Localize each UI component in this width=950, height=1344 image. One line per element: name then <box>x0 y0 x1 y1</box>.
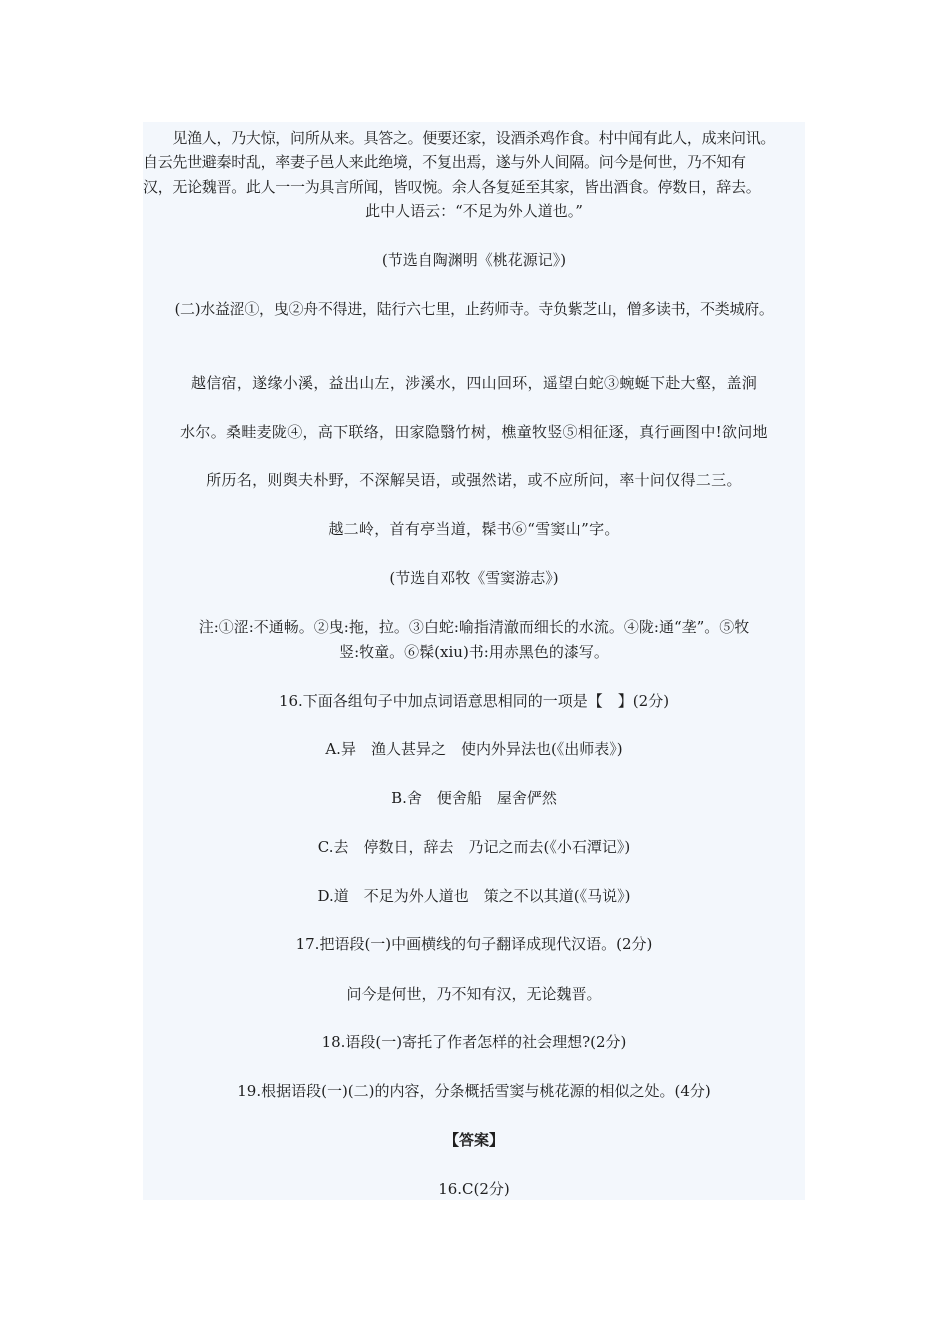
question-18: 18.语段(一)寄托了作者怎样的社会理想?(2分) <box>321 1033 627 1051</box>
answers-heading: 【答案】 <box>443 1131 504 1149</box>
question-16: 16.下面各组句子中加点词语意思相同的一项是【 】(2分) <box>278 692 670 710</box>
passage2-line-3: 水尔。桑畦麦陇④，高下联络，田家隐翳竹树，樵童牧竖⑤相征逐，真行画图中!欲问地 <box>180 423 768 441</box>
question-16-option-a: A.异 渔人甚异之 使内外异法也(《出师表》) <box>325 740 623 758</box>
passage2-source: (节选自邓牧《雪窦游志》) <box>389 569 559 587</box>
passage1-line-1: 见渔人，乃大惊，问所从来。具答之。便要还家，设酒杀鸡作食。村中闻有此人，成来问讯。 <box>143 129 776 147</box>
question-17: 17.把语段(一)中画横线的句子翻译成现代汉语。(2分) <box>295 935 653 953</box>
passage2-line-5: 越二岭，首有亭当道，髹书⑥“雪窦山”字。 <box>328 520 620 538</box>
answer-16: 16.C(2分) <box>438 1180 510 1198</box>
passage1-line-4: 此中人语云：“不足为外人道也。” <box>365 202 583 220</box>
passage2-line-1: (二)水益涩①，曳②舟不得进，陆行六七里，止药师寺。寺负紫芝山，僧多读书，不类城府。 <box>174 300 774 318</box>
passage1-line-3: 汉，无论魏晋。此人一一为具言所闻，皆叹惋。余人各复延至其家，皆出酒食。停数日，辞去。 <box>143 178 761 196</box>
passage2-line-2: 越信宿，遂缘小溪，益出山左，涉溪水，四山回环，遥望白蛇③蜿蜒下赴大壑，盖涧 <box>190 374 758 392</box>
notes-line-1: 注:①涩:不通畅。②曳:拖，拉。③白蛇:喻指清澈而细长的水流。④陇:通“垄”。⑤牧 <box>198 618 750 636</box>
question-19: 19.根据语段(一)(二)的内容，分条概括雪窦与桃花源的相似之处。(4分) <box>237 1082 711 1100</box>
question-16-option-c: C.去 停数日，辞去 乃记之而去(《小石潭记》) <box>317 838 631 856</box>
passage1-line-2: 自云先世避秦时乱，率妻子邑人来此绝境，不复出焉，遂与外人间隔。问今是何世，乃不知有 <box>143 153 746 171</box>
passage2-line-4: 所历名，则舆夫朴野，不深解吴语，或强然诺，或不应所问，率十问仅得二三。 <box>206 471 742 489</box>
notes-line-2: 竖:牧童。⑥髹(xiu)书:用赤黑色的漆写。 <box>339 643 609 661</box>
question-16-option-b: B.舍 便舍船 屋舍俨然 <box>391 789 557 807</box>
passage1-source: (节选自陶渊明《桃花源记》) <box>381 251 567 269</box>
question-16-option-d: D.道 不足为外人道也 策之不以其道(《马说》) <box>317 887 631 905</box>
question-17-sentence: 问今是何世，乃不知有汉，无论魏晋。 <box>346 985 602 1003</box>
